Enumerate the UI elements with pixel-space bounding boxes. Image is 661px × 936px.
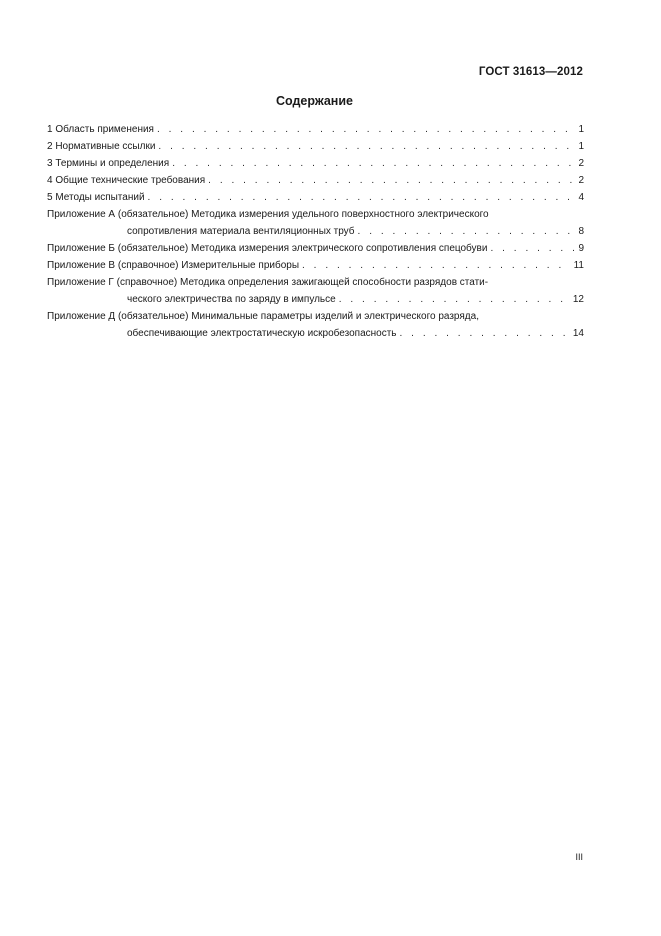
dot-leader bbox=[172, 155, 574, 172]
toc-entry-label: 4 Общие технические требования bbox=[47, 175, 206, 186]
table-of-contents bbox=[47, 121, 584, 342]
page-number: III bbox=[575, 852, 583, 862]
toc-entry-label: 1 Область применения bbox=[47, 124, 154, 135]
dot-leader bbox=[158, 138, 574, 155]
toc-entry-label: 3 Термины и определения bbox=[47, 158, 170, 169]
toc-entry-label: Приложение Г (справочное) Методика определения зажигающей способности разрядов стати- bbox=[47, 277, 489, 288]
toc-entry-appendix-g[interactable] bbox=[47, 274, 584, 308]
toc-entry-label: 5 Методы испытаний bbox=[47, 192, 145, 203]
toc-entry-technical-requirements[interactable] bbox=[47, 172, 584, 189]
toc-entry-appendix-b[interactable] bbox=[47, 240, 584, 257]
toc-entry-appendix-a[interactable] bbox=[47, 206, 584, 240]
toc-entry-label: Приложение Б (обязательное) Методика измерения электрического сопротивления спецобуви bbox=[47, 243, 488, 254]
dot-leader bbox=[339, 291, 570, 308]
toc-entry-test-methods[interactable] bbox=[47, 189, 584, 206]
toc-page-number: 4 bbox=[578, 192, 584, 203]
toc-page-number: 2 bbox=[578, 175, 584, 186]
toc-entry-appendix-v[interactable] bbox=[47, 257, 584, 274]
dot-leader bbox=[400, 325, 570, 342]
toc-page-number: 8 bbox=[578, 226, 584, 237]
toc-entry-label: Приложение А (обязательное) Методика измерения удельного поверхностного электрического bbox=[47, 209, 489, 220]
dot-leader bbox=[148, 189, 574, 206]
dot-leader bbox=[157, 121, 574, 138]
toc-page-number: 1 bbox=[578, 141, 584, 152]
toc-entry-scope[interactable] bbox=[47, 121, 584, 138]
dot-leader bbox=[208, 172, 574, 189]
toc-entry-label: Приложение Д (обязательное) Минимальные параметры изделий и электрического разряда, bbox=[47, 311, 479, 322]
toc-page-number: 12 bbox=[572, 294, 584, 305]
toc-entry-normative-references[interactable] bbox=[47, 138, 584, 155]
toc-page-number: 9 bbox=[578, 243, 584, 254]
toc-page-number: 2 bbox=[578, 158, 584, 169]
toc-entry-label: Приложение В (справочное) Измерительные приборы bbox=[47, 260, 300, 271]
toc-entry-label-continued: ческого электричества по заряду в импульсе bbox=[127, 294, 336, 305]
dot-leader bbox=[490, 240, 574, 257]
toc-page-number: 11 bbox=[573, 260, 584, 271]
toc-entry-terms[interactable] bbox=[47, 155, 584, 172]
toc-entry-label: 2 Нормативные ссылки bbox=[47, 141, 156, 152]
toc-title: Содержание bbox=[275, 94, 353, 108]
toc-entry-appendix-d[interactable] bbox=[47, 308, 584, 342]
toc-entry-label-continued: сопротивления материала вентиляционных труб bbox=[127, 226, 355, 237]
toc-page-number: 14 bbox=[572, 328, 584, 339]
dot-leader bbox=[302, 257, 571, 274]
toc-entry-label-continued: обеспечивающие электростатическую искробезопасность bbox=[127, 328, 397, 339]
dot-leader bbox=[358, 223, 574, 240]
standard-code: ГОСТ 31613—2012 bbox=[478, 66, 583, 78]
toc-page-number: 1 bbox=[578, 124, 584, 135]
